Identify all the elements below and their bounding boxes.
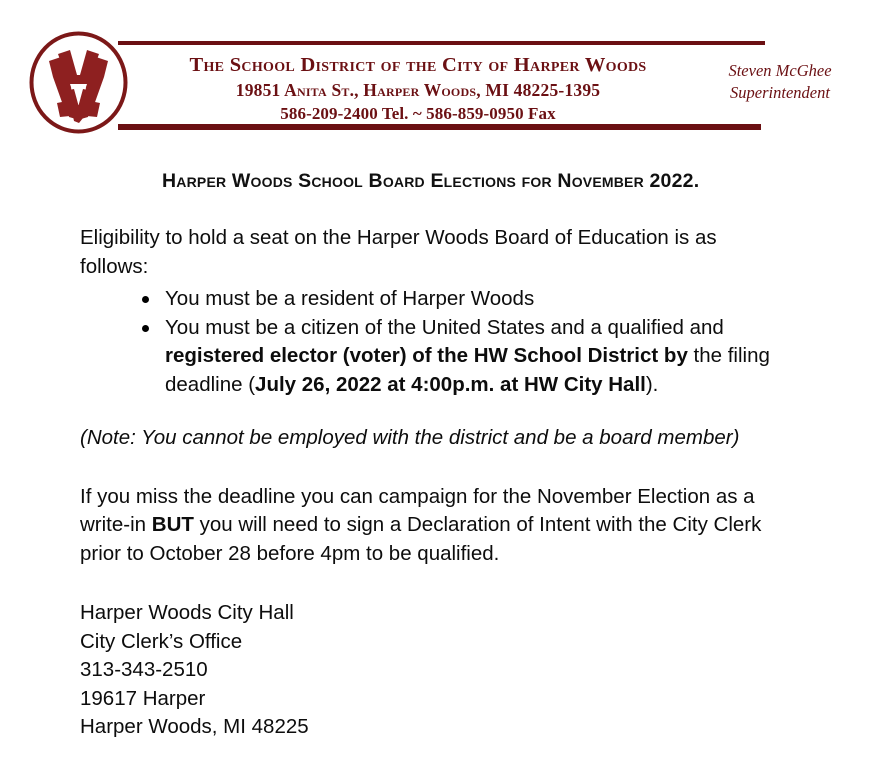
superintendent-name: Steven McGhee bbox=[728, 61, 832, 80]
citizenship-text-part1: You must be a citizen of the United States and a qualified and bbox=[165, 315, 724, 339]
eligibility-list bbox=[80, 285, 810, 399]
intro-paragraph: Eligibility to hold a seat on the Harper Woods Board of Education is as follows: bbox=[80, 226, 717, 278]
citizenship-bold-deadline: July 26, 2022 at 4:00p.m. at HW City Hall bbox=[255, 372, 646, 396]
letterhead-rule-top bbox=[118, 41, 765, 45]
contact-address-block bbox=[80, 599, 810, 742]
citizenship-text-part2: the filing deadline ( bbox=[165, 344, 770, 396]
write-in-bold-but: BUT bbox=[151, 513, 194, 536]
write-in-part1: If you miss the deadline you can campaign for the November Election as a write-in bbox=[80, 484, 755, 536]
write-in-part2: you will need to sign a Declaration of Intent with the City Clerk prior to October 28 before 4pm to be qualified. bbox=[80, 513, 762, 565]
document-body bbox=[80, 224, 810, 742]
contact-city-state-zip: Harper Woods, MI 48225 bbox=[80, 715, 309, 738]
list-item bbox=[80, 285, 810, 314]
eligibility-item-residency: You must be a resident of Harper Woods bbox=[165, 287, 535, 310]
contact-street: 19617 Harper bbox=[80, 686, 206, 710]
citizenship-bold-elector: registered elector (voter) of the HW School District by bbox=[165, 344, 688, 367]
list-item bbox=[80, 314, 810, 400]
citizenship-text-part3: ). bbox=[645, 372, 659, 396]
harper-woods-hw-monogram-logo-icon bbox=[27, 31, 130, 134]
district-phone-fax: 586-209-2400 Tel. ~ 586-859-0950 Fax bbox=[280, 103, 556, 123]
page-title: Harper Woods School Board Elections for November 2022. bbox=[162, 170, 700, 192]
contact-city-hall: Harper Woods City Hall bbox=[80, 601, 294, 624]
contact-clerk-office: City Clerk’s Office bbox=[80, 629, 243, 653]
letterhead bbox=[0, 0, 869, 145]
letterhead-text-block bbox=[118, 52, 718, 125]
eligibility-item-citizenship bbox=[165, 314, 785, 400]
contact-phone: 313-343-2510 bbox=[80, 658, 208, 681]
write-in-paragraph bbox=[80, 483, 792, 569]
superintendent-title: Superintendent bbox=[730, 83, 830, 103]
bullet-dot-icon bbox=[142, 296, 149, 303]
district-name: The School District of the City of Harper Woods bbox=[189, 54, 647, 76]
bullet-dot-icon bbox=[142, 325, 149, 332]
employment-note: (Note: You cannot be employed with the district and be a board member) bbox=[80, 426, 740, 449]
district-address: 19851 Anita St., Harper Woods, MI 48225-1395 bbox=[235, 80, 601, 101]
superintendent-block bbox=[700, 60, 860, 105]
